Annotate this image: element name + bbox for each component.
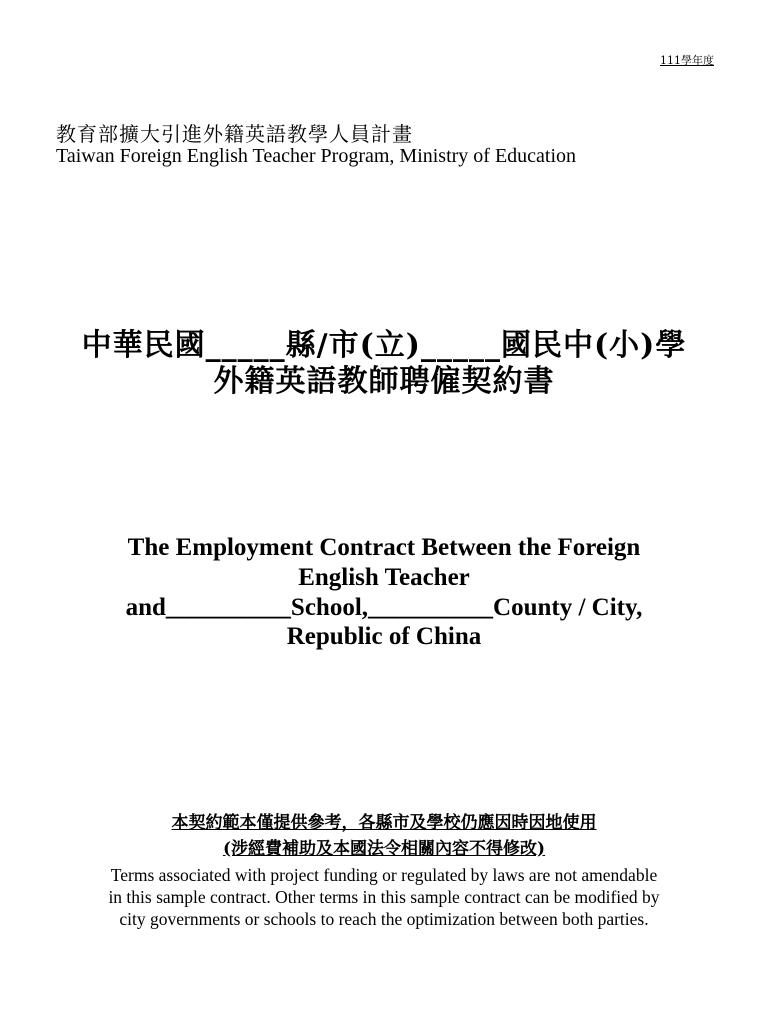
- sample-notice-english-line-3: city governments or schools to reach the optimization between both parties.: [119, 909, 649, 929]
- contract-title-english-line-2: English Teacher: [298, 564, 470, 591]
- contract-title-english-line-4: Republic of China: [286, 623, 482, 650]
- sample-notice-english-line-2: in this sample contract. Other terms in this sample contract can be modified by: [108, 887, 660, 907]
- sample-notice-chinese-text-2: (涉經費補助及本國法令相關內容不得修改): [222, 839, 546, 859]
- sample-notice-english-line-1: Terms associated with project funding or regulated by laws are not amendable: [110, 865, 658, 885]
- program-name-english: Taiwan Foreign English Teacher Program, Ministry of Education: [56, 145, 577, 167]
- sample-notice-chinese-line-1: [0, 808, 768, 833]
- contract-title-chinese-line-2: 外籍英語教師聘僱契約書: [213, 364, 555, 399]
- contract-title-chinese-line-1: 中華民國_____縣/市(立)_____國民中(小)學: [81, 328, 687, 363]
- academic-year-label: 111學年度: [660, 54, 714, 67]
- sample-notice-chinese-line-2: [0, 834, 768, 859]
- program-name-chinese: 教育部擴大引進外籍英語教學人員計畫: [56, 122, 413, 146]
- contract-title-english-line-3: and__________School,__________County / City,: [125, 594, 643, 621]
- contract-title-english-line-1: The Employment Contract Between the Foreign: [127, 534, 641, 561]
- sample-notice-chinese-text-1: 本契約範本僅提供參考，各縣市及學校仍應因時因地使用: [171, 813, 597, 833]
